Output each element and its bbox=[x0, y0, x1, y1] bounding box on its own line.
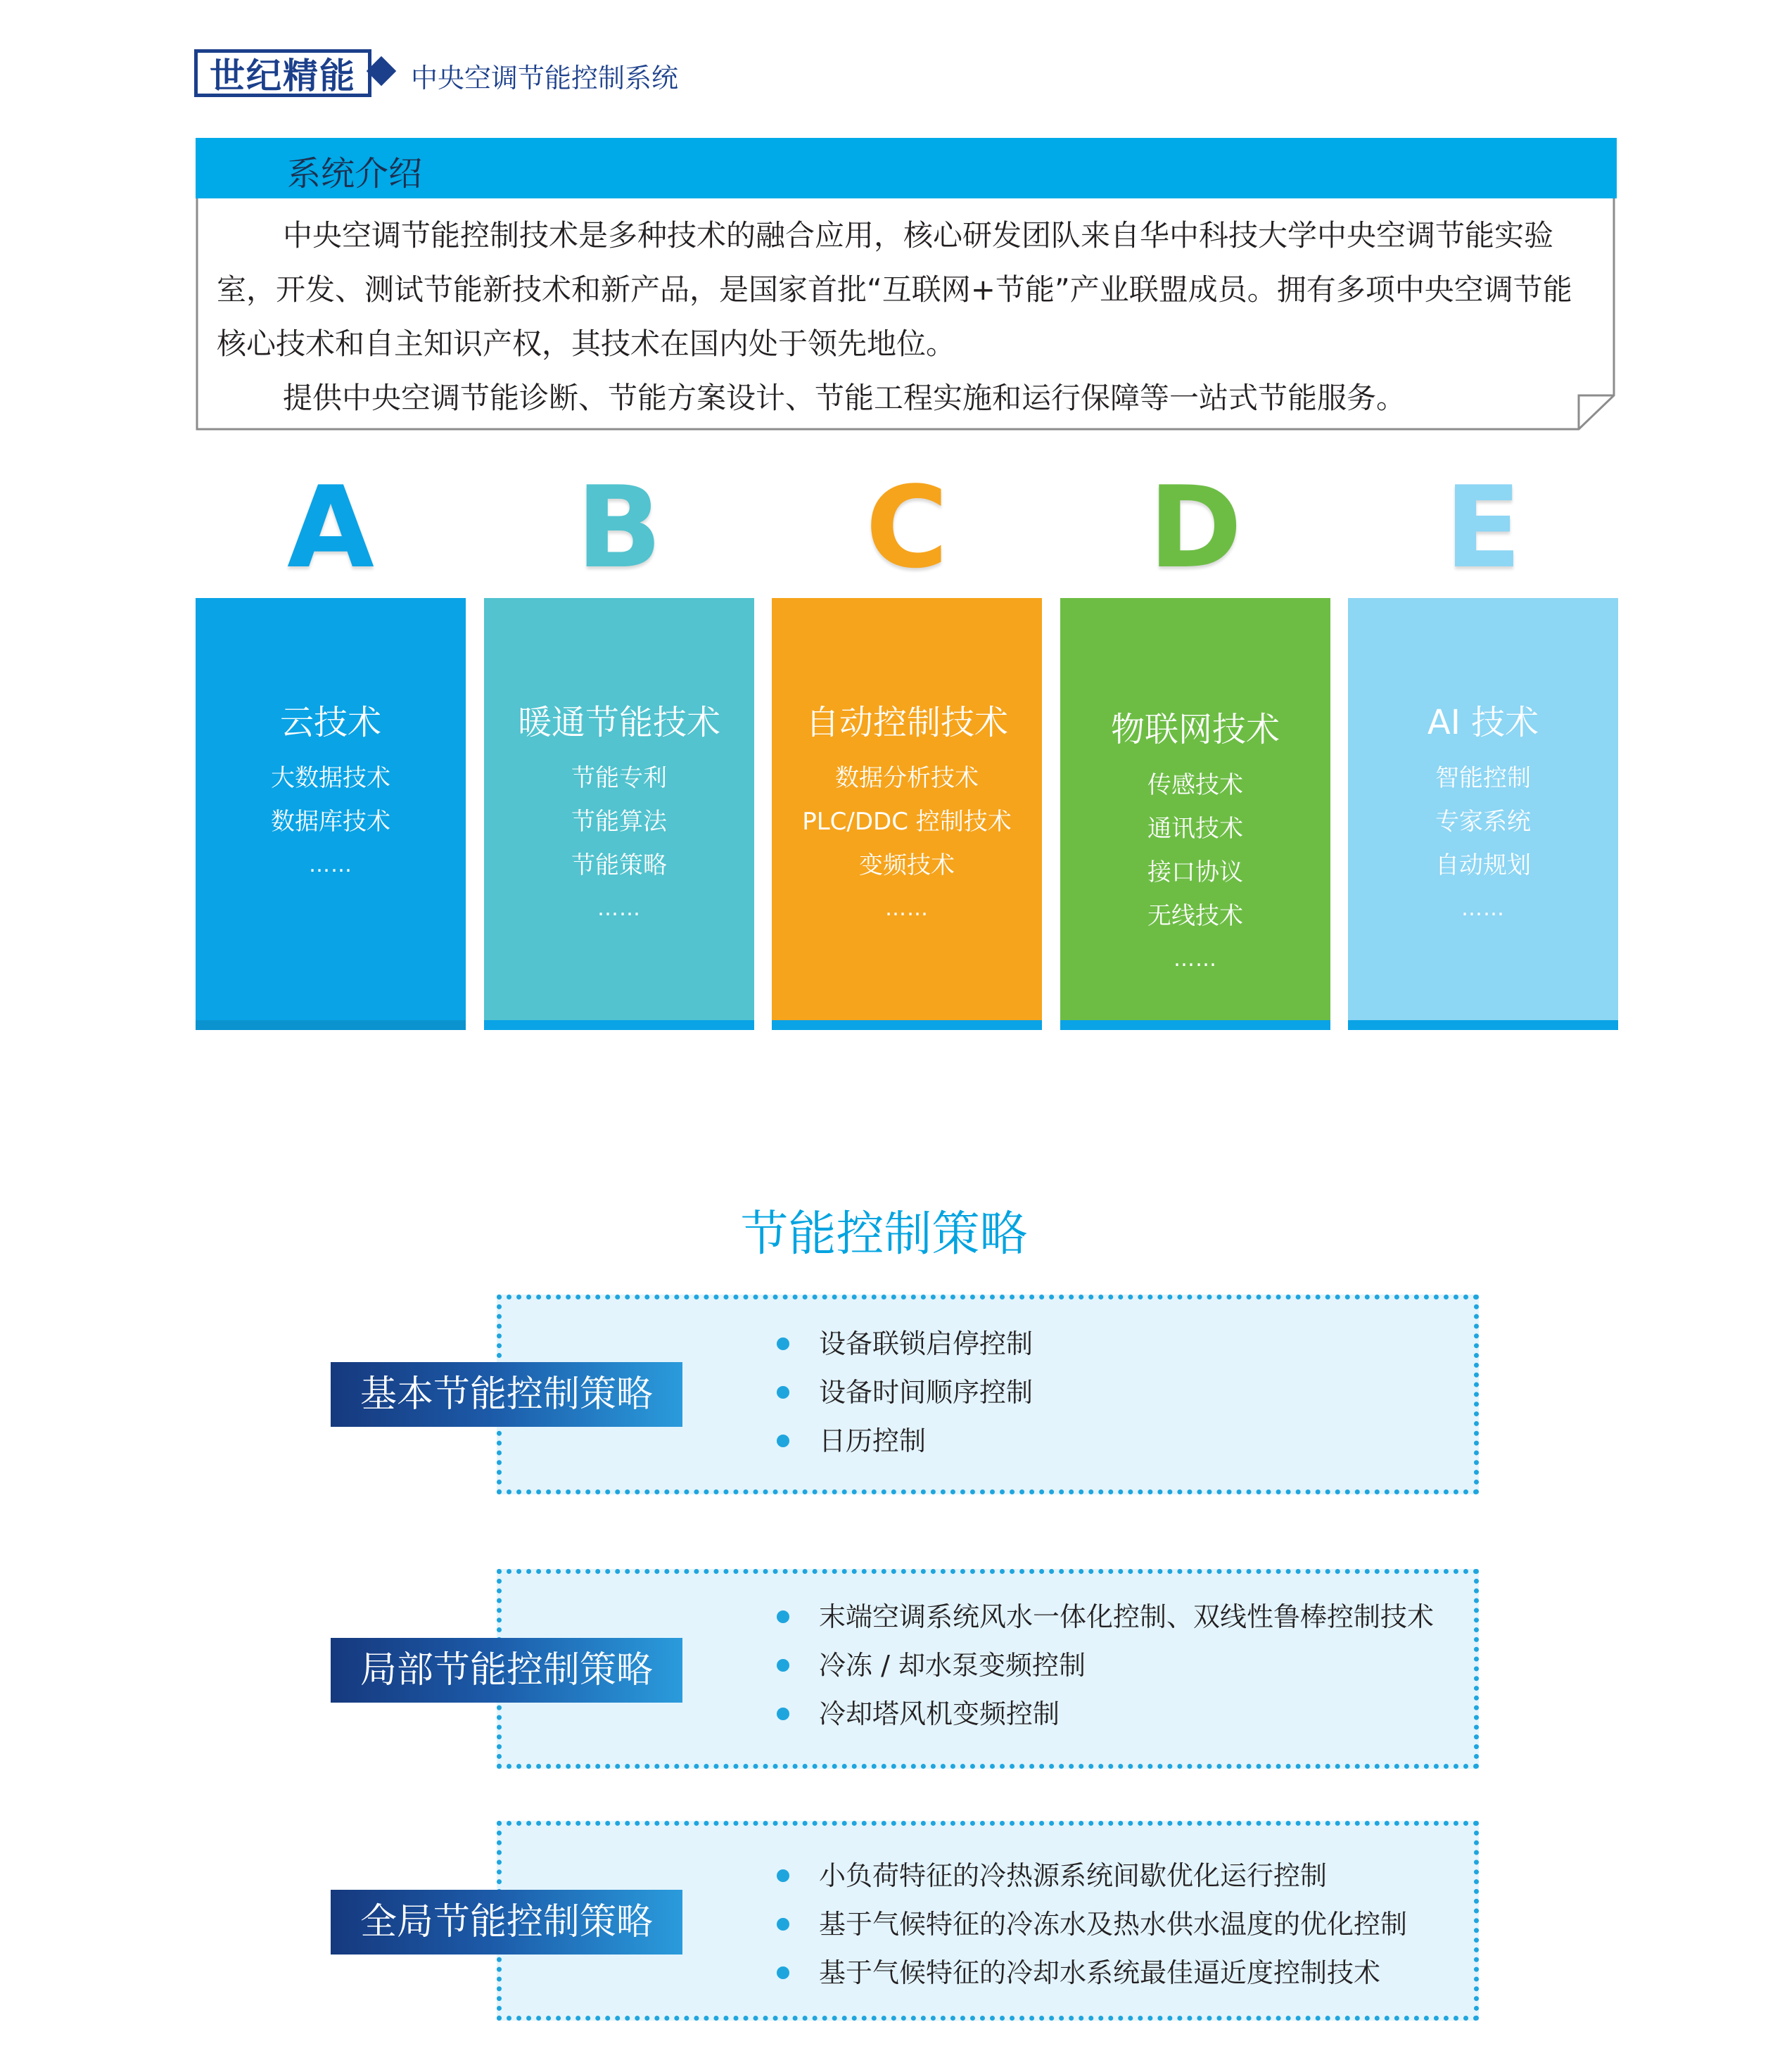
column-item: 接口协议 bbox=[1147, 858, 1243, 886]
bullet-icon bbox=[777, 1869, 789, 1882]
column-ellipsis: …… bbox=[1461, 896, 1505, 921]
tech-column-automation bbox=[772, 598, 1042, 1030]
bullet-icon bbox=[777, 1966, 789, 1979]
page-subtitle: 中央空调节能控制系统 bbox=[411, 63, 679, 94]
bullet-icon bbox=[777, 1435, 789, 1447]
column-item: PLC/DDC 控制技术 bbox=[802, 808, 1012, 836]
strategy-item: 设备联锁启停控制 bbox=[777, 1320, 1033, 1368]
tech-column-iot bbox=[1060, 598, 1330, 1030]
column-item: 节能策略 bbox=[571, 851, 667, 879]
column-item: 专家系统 bbox=[1435, 808, 1531, 836]
column-item: 节能专利 bbox=[571, 764, 667, 792]
column-ellipsis: …… bbox=[597, 896, 641, 921]
column-item: 无线技术 bbox=[1147, 902, 1243, 930]
intro-paragraph: 中央空调节能控制技术是多种技术的融合应用，核心研发团队来自华中科技大学中央空调节能实验室，开发、测试节能新技术和新产品，是国家首批“互联网+节能”产业联盟成员。拥有多项中央空调节能核心技术和自主知识产权，其技术在国内处于领先地位。 bbox=[217, 218, 1572, 361]
column-item: 数据库技术 bbox=[271, 808, 390, 836]
letter-e: E bbox=[1444, 462, 1522, 593]
column-title: 云技术 bbox=[279, 703, 381, 742]
strategy-list-global bbox=[777, 1852, 1407, 1997]
strategy-item: 末端空调系统风水一体化控制、双线性鲁棒控制技术 bbox=[777, 1593, 1434, 1641]
column-title: AI 技术 bbox=[1427, 703, 1539, 742]
column-base-line bbox=[196, 1020, 466, 1030]
column-item: 智能控制 bbox=[1435, 764, 1531, 792]
strategy-item: 设备时间顺序控制 bbox=[777, 1368, 1033, 1417]
column-item: 节能算法 bbox=[571, 808, 667, 836]
intro-header-bar bbox=[196, 138, 1617, 198]
brand-logo bbox=[194, 49, 371, 97]
bullet-icon bbox=[777, 1918, 789, 1931]
bullet-icon bbox=[777, 1337, 789, 1350]
column-ellipsis: …… bbox=[309, 853, 352, 877]
intro-paragraph: 提供中央空调节能诊断、节能方案设计、节能工程实施和运行保障等一站式节能服务。 bbox=[283, 381, 1406, 415]
strategy-item: 冷却塔风机变频控制 bbox=[777, 1690, 1434, 1739]
bullet-icon bbox=[777, 1610, 789, 1623]
tech-column-hvac bbox=[484, 598, 754, 1030]
column-base-line bbox=[484, 1020, 754, 1030]
column-base-line bbox=[772, 1020, 1042, 1030]
intro-title: 系统介绍 bbox=[287, 154, 423, 193]
column-title: 自动控制技术 bbox=[805, 703, 1008, 742]
letter-c: C bbox=[865, 462, 948, 593]
intro-panel bbox=[196, 138, 1617, 432]
strategy-label-local: 局部节能控制策略 bbox=[331, 1638, 682, 1703]
column-item: 变频技术 bbox=[859, 851, 955, 879]
strategy-section-title: 节能控制策略 bbox=[740, 1207, 1028, 1262]
strategy-list-basic bbox=[777, 1320, 1033, 1466]
column-item: 自动规划 bbox=[1435, 851, 1531, 879]
intro-body bbox=[217, 208, 1596, 425]
strategy-list-local bbox=[777, 1593, 1434, 1739]
column-base-line bbox=[1060, 1020, 1330, 1030]
strategy-label-basic: 基本节能控制策略 bbox=[331, 1362, 682, 1427]
column-ellipsis: …… bbox=[885, 896, 929, 921]
tech-column-ai bbox=[1348, 598, 1618, 1030]
column-item: 通讯技术 bbox=[1147, 815, 1243, 843]
column-ellipsis: …… bbox=[1174, 947, 1217, 972]
strategy-item: 小负荷特征的冷热源系统间歇优化运行控制 bbox=[777, 1852, 1407, 1900]
column-item: 传感技术 bbox=[1147, 771, 1243, 799]
column-item: 数据分析技术 bbox=[835, 764, 979, 792]
brand-name: 世纪精能 bbox=[210, 56, 356, 96]
strategy-item: 冷冻 / 却水泵变频控制 bbox=[777, 1641, 1434, 1690]
letter-b: B bbox=[576, 462, 662, 593]
column-title: 暖通节能技术 bbox=[517, 703, 720, 742]
column-title: 物联网技术 bbox=[1110, 710, 1280, 749]
letter-d: D bbox=[1148, 462, 1242, 593]
strategy-item: 基于气候特征的冷冻水及热水供水温度的优化控制 bbox=[777, 1900, 1407, 1949]
strategy-item: 日历控制 bbox=[777, 1417, 1033, 1466]
bullet-icon bbox=[777, 1386, 789, 1399]
bullet-icon bbox=[777, 1659, 789, 1672]
strategy-item: 基于气候特征的冷却水系统最佳逼近度控制技术 bbox=[777, 1949, 1407, 1997]
column-base-line bbox=[1348, 1020, 1618, 1030]
bullet-icon bbox=[777, 1708, 789, 1720]
column-item: 大数据技术 bbox=[271, 764, 390, 792]
letter-a: A bbox=[287, 462, 374, 593]
tech-column-cloud bbox=[196, 598, 466, 1030]
strategy-label-global: 全局节能控制策略 bbox=[331, 1890, 682, 1955]
